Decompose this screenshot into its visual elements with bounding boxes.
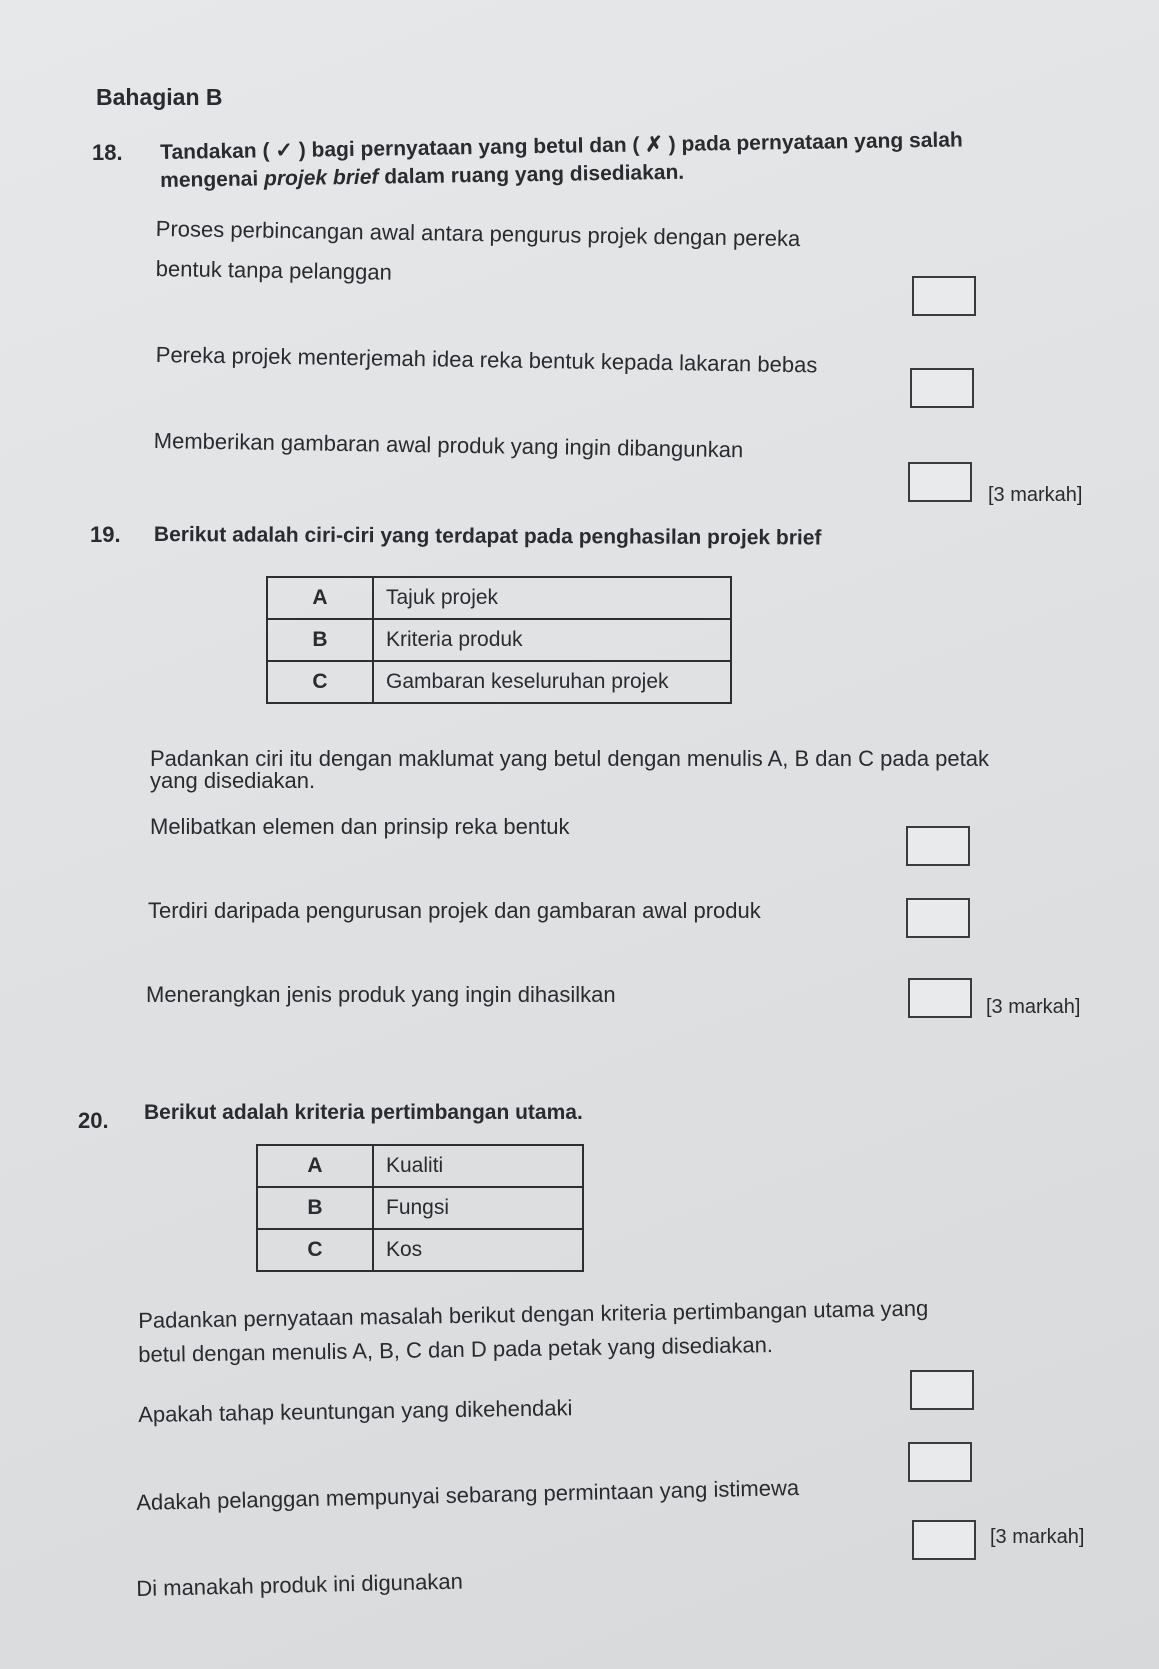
q20-row-a-letter: A (257, 1145, 373, 1187)
q20-marks: [3 markah] (990, 1526, 1085, 1548)
q19-table (266, 576, 732, 704)
q19-row-b-text: Kriteria produk (373, 619, 731, 661)
q20-row-c-letter: C (257, 1229, 373, 1271)
q19-row-c-letter: C (267, 661, 373, 703)
q19-answer-box-1[interactable] (906, 826, 970, 866)
q20-answer-box-1[interactable] (910, 1370, 974, 1410)
q19-statement-3: Menerangkan jenis produk yang ingin dihasilkan (146, 982, 616, 1007)
q20-number: 20. (78, 1108, 109, 1133)
q20-row-b-text: Fungsi (373, 1187, 583, 1229)
q19-row-b-letter: B (267, 619, 373, 661)
q18-statement-2: Pereka projek menterjemah idea reka bentuk kepada lakaran bebas (155, 341, 818, 378)
q20-instruction: Berikut adalah kriteria pertimbangan utama. (144, 1101, 583, 1124)
q20-sub-instruction-line2: betul dengan menulis A, B, C dan D pada petak yang disediakan. (138, 1332, 774, 1367)
q19-statement-1: Melibatkan elemen dan prinsip reka bentuk (150, 814, 570, 839)
q19-answer-box-3[interactable] (908, 978, 972, 1018)
q19-row-c-text: Gambaran keseluruhan projek (373, 661, 731, 703)
q19-sub-instruction-line1: Padankan ciri itu dengan maklumat yang betul dengan menulis A, B dan C pada petak (150, 746, 989, 771)
q18-marks: [3 markah] (988, 484, 1083, 506)
q20-answer-box-2[interactable] (908, 1442, 972, 1482)
q18-answer-box-2[interactable] (910, 368, 974, 408)
q18-statement-3: Memberikan gambaran awal produk yang ingin dibangunkan (153, 427, 744, 463)
q19-number: 19. (90, 522, 121, 547)
q20-statement-1: Apakah tahap keuntungan yang dikehendaki (138, 1395, 573, 1427)
q19-marks: [3 markah] (986, 996, 1081, 1018)
table-row (267, 619, 731, 661)
q20-row-c-text: Kos (373, 1229, 583, 1271)
q19-row-a-text: Tajuk projek (373, 577, 731, 619)
q18-statement-1b: bentuk tanpa pelanggan (155, 255, 393, 285)
q18-answer-box-1[interactable] (912, 276, 976, 316)
q20-row-b-letter: B (257, 1187, 373, 1229)
q20-statement-2: Adakah pelanggan mempunyai sebarang permintaan yang istimewa (136, 1474, 800, 1515)
q20-sub-instruction-line1: Padankan pernyataan masalah berikut dengan kriteria pertimbangan utama yang (138, 1295, 929, 1333)
q18-instruction-line1: Tandakan ( ✓ ) bagi pernyataan yang betul dan ( ✗ ) pada pernyataan yang salah (160, 128, 963, 164)
table-row (267, 577, 731, 619)
q18-number: 18. (92, 140, 123, 165)
q19-instruction: Berikut adalah ciri-ciri yang terdapat pada penghasilan projek brief (153, 523, 822, 550)
table-row (267, 661, 731, 703)
table-row (257, 1187, 583, 1229)
q20-answer-box-3[interactable] (912, 1520, 976, 1560)
q19-answer-box-2[interactable] (906, 898, 970, 938)
table-row (257, 1145, 583, 1187)
q20-row-a-text: Kualiti (373, 1145, 583, 1187)
q19-statement-2: Terdiri daripada pengurusan projek dan gambaran awal produk (148, 898, 761, 923)
q18-answer-box-3[interactable] (908, 462, 972, 502)
section-title: Bahagian B (96, 84, 223, 110)
table-row (257, 1229, 583, 1271)
q19-sub-instruction-line2: yang disediakan. (150, 768, 316, 793)
q19-row-a-letter: A (267, 577, 373, 619)
q20-statement-3: Di manakah produk ini digunakan (136, 1568, 464, 1601)
q18-instruction-line2: mengenai projek brief dalam ruang yang disediakan. (160, 160, 685, 192)
q20-table (256, 1144, 584, 1272)
q18-statement-1a: Proses perbincangan awal antara pengurus projek dengan pereka (155, 215, 801, 252)
